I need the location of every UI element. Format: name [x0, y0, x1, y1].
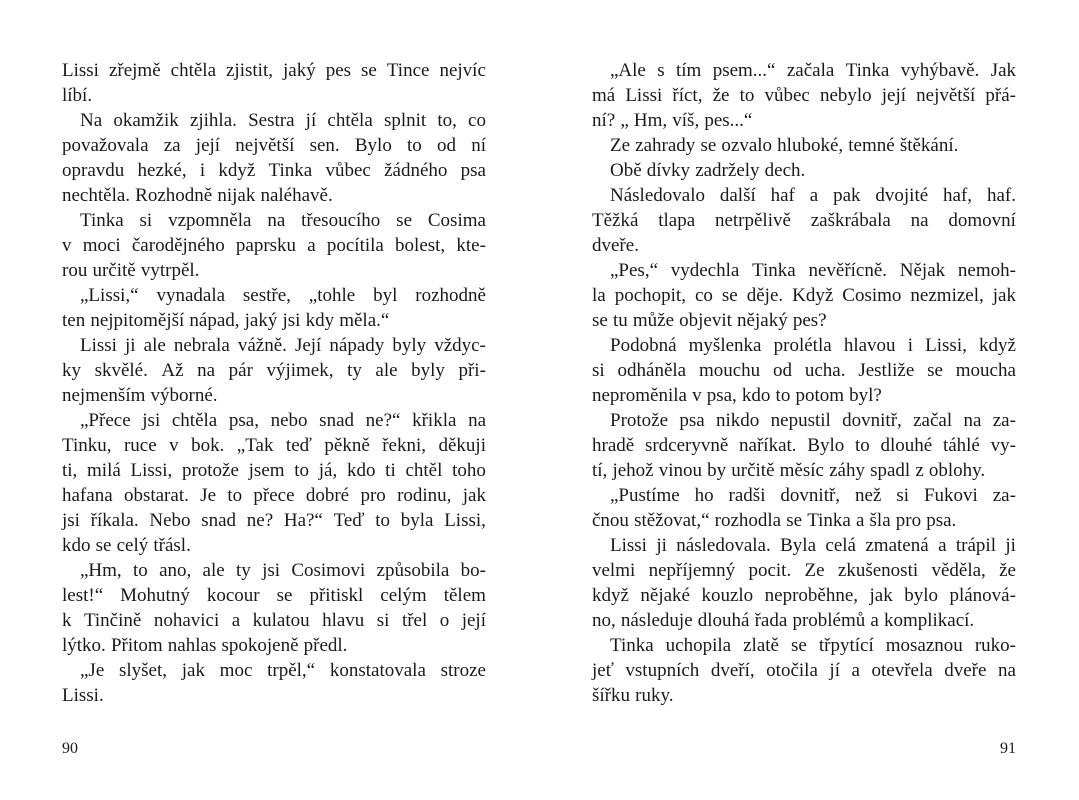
- paragraph: [62, 558, 486, 658]
- paragraph: [62, 658, 486, 708]
- text-line: šířku ruky.: [592, 685, 674, 706]
- text-line: hradě srdceryvně naříkat. Bylo to dlouhé táhlé vy-: [592, 435, 1016, 456]
- text-line: Lissi ji následovala. Byla celá zmatená a trápil ji: [610, 535, 1016, 556]
- text-line: „Přece jsi chtěla psa, nebo snad ne?“ křikla na: [80, 410, 486, 431]
- text-line: Podobná myšlenka prolétla hlavou i Lissi, když: [610, 335, 1016, 356]
- paragraph: [592, 333, 1016, 408]
- text-line: no, následuje dlouhá řada problémů a komplikací.: [592, 610, 975, 631]
- text-line: jsi říkala. Nebo snad ne? Ha?“ Teď to byla Lissi,: [62, 510, 486, 531]
- text-line: ti, milá Lissi, protože jsem to já, kdo ti chtěl toho: [62, 460, 486, 481]
- text-line: „Lissi,“ vynadala sestře, „tohle byl rozhodně: [80, 285, 486, 306]
- text-line: dveře.: [592, 235, 639, 256]
- text-line: opravdu hezké, i když Tinka vůbec žádného psa: [62, 160, 486, 181]
- text-line: se tu může objevit nějaký pes?: [592, 310, 827, 331]
- text-line: „Je slyšet, jak moc trpěl,“ konstatovala stroze: [80, 660, 486, 681]
- text-line: velmi nepříjemný pocit. Ze zkušenosti věděla, že: [592, 560, 1016, 581]
- text-line: „Pes,“ vydechla Tinka nevěřícně. Nějak nemoh-: [610, 260, 1016, 281]
- page-number-left: 90: [62, 740, 78, 757]
- text-line: má Lissi říct, že to vůbec nebylo její největší přá-: [592, 85, 1016, 106]
- text-line: nechtěla. Rozhodně nijak naléhavě.: [62, 185, 333, 206]
- paragraph: [62, 58, 486, 108]
- right-page-text: [592, 58, 1016, 708]
- paragraph: [592, 258, 1016, 333]
- text-line: jeť vstupních dveří, otočila jí a otevřela dveře na: [592, 660, 1016, 681]
- text-line: Ze zahrady se ozvalo hluboké, temné štěkání.: [610, 135, 959, 156]
- text-line: lýtko. Přitom nahlas spokojeně předl.: [62, 635, 348, 656]
- text-line: když nějaké kouzlo neproběhne, jak bylo plánová-: [592, 585, 1016, 606]
- text-line: Obě dívky zadržely dech.: [610, 160, 806, 181]
- text-line: nejmenším výborné.: [62, 385, 218, 406]
- right-page: [592, 58, 1016, 778]
- paragraph: [62, 208, 486, 283]
- text-line: líbí.: [62, 85, 93, 106]
- text-line: „Ale s tím psem...“ začala Tinka vyhýbavě. Jak: [610, 60, 1016, 81]
- paragraph: [62, 333, 486, 408]
- paragraph: [62, 283, 486, 333]
- text-line: v moci čarodějného paprsku a pocítila bolest, kte-: [62, 235, 486, 256]
- text-line: Tinku, ruce v bok. „Tak teď pěkně řekni, děkuji: [62, 435, 486, 456]
- left-page-text: [62, 58, 486, 708]
- paragraph: [592, 633, 1016, 708]
- paragraph: [592, 483, 1016, 533]
- text-line: tí, jehož vinou by určitě měsíc záhy spadl z oblohy.: [592, 460, 986, 481]
- paragraph: [592, 133, 1016, 158]
- paragraph: [62, 408, 486, 558]
- text-line: Tinka uchopila zlatě se třpytící mosaznou ruko-: [610, 635, 1016, 656]
- text-line: Lissi.: [62, 685, 104, 706]
- text-line: Na okamžik zjihla. Sestra jí chtěla splnit to, co: [80, 110, 486, 131]
- text-line: „Hm, to ano, ale ty jsi Cosimovi způsobila bo-: [80, 560, 486, 581]
- text-line: ní? „ Hm, víš, pes...“: [592, 110, 753, 131]
- text-line: ky skvělé. Až na pár výjimek, ty ale byly při-: [62, 360, 486, 381]
- text-line: čnou stěžovat,“ rozhodla se Tinka a šla pro psa.: [592, 510, 957, 531]
- paragraph: [62, 108, 486, 208]
- text-line: Lissi zřejmě chtěla zjistit, jaký pes se Tince nejvíc: [62, 60, 486, 81]
- text-line: Protože psa nikdo nepustil dovnitř, začal na za-: [610, 410, 1016, 431]
- page-number-right: 91: [1000, 740, 1016, 757]
- left-page: [62, 58, 486, 778]
- text-line: považovala za její největší sen. Bylo to od ní: [62, 135, 486, 156]
- text-line: Následovalo další haf a pak dvojité haf, haf.: [610, 185, 1016, 206]
- paragraph: [592, 533, 1016, 633]
- text-line: si odháněla mouchu od ucha. Jestliže se moucha: [592, 360, 1016, 381]
- paragraph: [592, 408, 1016, 483]
- text-line: Lissi ji ale nebrala vážně. Její nápady byly vždyc-: [80, 335, 486, 356]
- text-line: Těžká tlapa netrpělivě zaškrábala na domovní: [592, 210, 1016, 231]
- text-line: la pochopit, co se děje. Když Cosimo nezmizel, jak: [592, 285, 1016, 306]
- paragraph: [592, 183, 1016, 258]
- text-line: neproměnila v psa, kdo to potom byl?: [592, 385, 882, 406]
- text-line: k Tinčině nohavici a kulatou hlavu si třel o její: [62, 610, 486, 631]
- paragraph: [592, 58, 1016, 133]
- text-line: kdo se celý třásl.: [62, 535, 191, 556]
- text-line: rou určitě vytrpěl.: [62, 260, 200, 281]
- text-line: Tinka si vzpomněla na třesoucího se Cosima: [80, 210, 486, 231]
- text-line: hafana obstarat. Je to přece dobré pro rodinu, jak: [62, 485, 486, 506]
- text-line: lest!“ Mohutný kocour se přitiskl celým tělem: [62, 585, 486, 606]
- text-line: „Pustíme ho radši dovnitř, než si Fukovi za-: [610, 485, 1016, 506]
- paragraph: [592, 158, 1016, 183]
- text-line: ten nejpitomější nápad, jaký jsi kdy měla.“: [62, 310, 390, 331]
